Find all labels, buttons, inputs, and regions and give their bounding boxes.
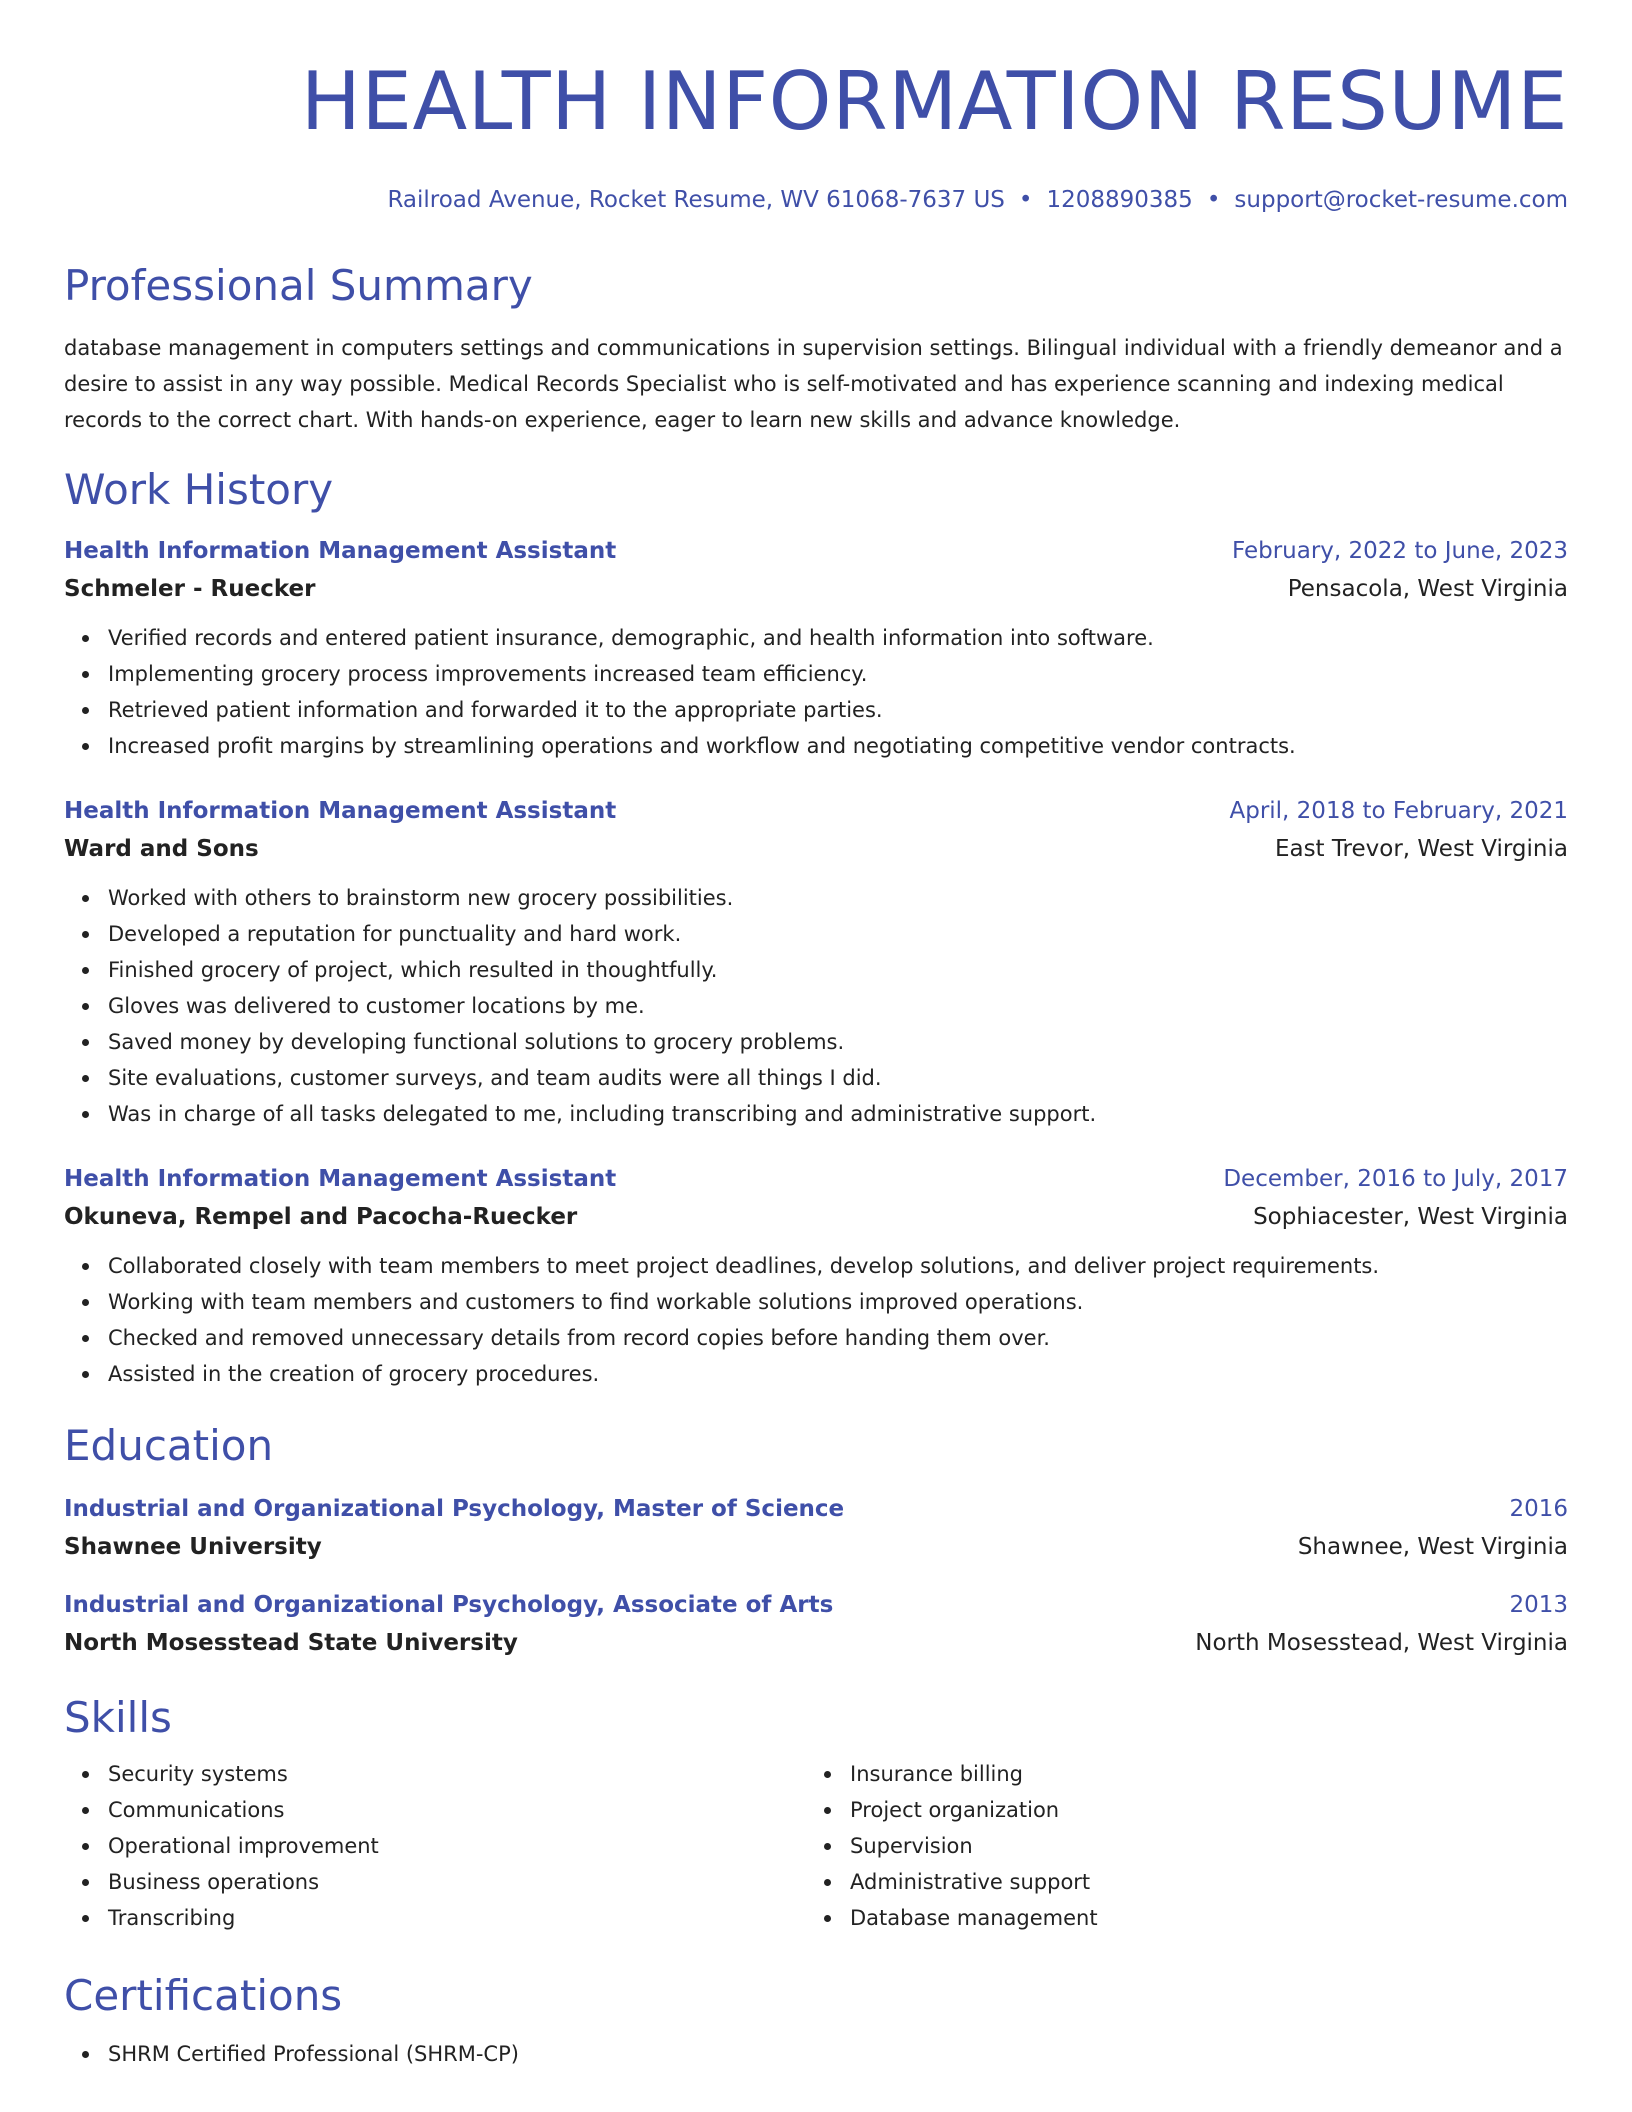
job-location: East Trevor, West Virginia (1274, 836, 1568, 862)
job-title: Health Information Management Assistant (64, 538, 617, 564)
education-year: 2016 (1509, 1496, 1568, 1522)
skill-item: Project organization (850, 1792, 1548, 1828)
contact-separator: • (1018, 187, 1033, 213)
education-entry (64, 1590, 1568, 1658)
skills-column-left (64, 1756, 806, 1936)
education-degree: Industrial and Organizational Psychology, Associate of Arts (64, 1592, 834, 1618)
job-bullets (64, 620, 1568, 764)
job-title: Health Information Management Assistant (64, 1166, 617, 1192)
resume-title: HEALTH INFORMATION RESUME (300, 55, 1568, 148)
job-entry (64, 796, 1568, 1132)
education-entry (64, 1494, 1568, 1562)
job-bullet: Verified records and entered patient insurance, demographic, and health information into software. (108, 620, 1568, 656)
skill-item: Database management (850, 1900, 1548, 1936)
job-bullet: Implementing grocery process improvements increased team efficiency. (108, 656, 1568, 692)
contact-line (64, 186, 1568, 214)
education-school: Shawnee University (64, 1534, 322, 1560)
job-bullets (64, 1248, 1568, 1392)
job-bullet: Worked with others to brainstorm new grocery possibilities. (108, 880, 1568, 916)
skill-item: Security systems (108, 1756, 806, 1792)
skill-item: Communications (108, 1792, 806, 1828)
skill-item: Supervision (850, 1828, 1548, 1864)
job-bullets (64, 880, 1568, 1132)
job-bullet: Site evaluations, customer surveys, and team audits were all things I did. (108, 1060, 1568, 1096)
job-company: Schmeler - Ruecker (64, 576, 316, 602)
education-degree: Industrial and Organizational Psychology, Master of Science (64, 1496, 845, 1522)
job-dates: December, 2016 to July, 2017 (1223, 1166, 1568, 1192)
contact-email: support@rocket-resume.com (1234, 187, 1568, 213)
section-title-education: Education (64, 1421, 274, 1470)
job-company: Okuneva, Rempel and Pacocha-Ruecker (64, 1204, 578, 1230)
education-location: Shawnee, West Virginia (1297, 1534, 1568, 1560)
summary-text: database management in computers settings and communications in supervision settings. Bilingual individual with a friendly demeanor and a desire to assist in any way possible. Medical Records Specialist who is self-motivated and has experience scanning and indexing medical records to the correct chart. With hands-on experience, eager to learn new skills and advance knowledge. (64, 336, 1563, 432)
certifications-list (64, 2036, 1568, 2072)
job-dates: April, 2018 to February, 2021 (1229, 798, 1568, 824)
certification-item: SHRM Certified Professional (SHRM-CP) (108, 2036, 1568, 2072)
job-dates: February, 2022 to June, 2023 (1231, 538, 1568, 564)
section-title-summary: Professional Summary (64, 261, 533, 310)
job-entry (64, 536, 1568, 764)
job-bullet: Retrieved patient information and forwarded it to the appropriate parties. (108, 692, 1568, 728)
resume-header (64, 55, 1568, 214)
job-bullet: Developed a reputation for punctuality and hard work. (108, 916, 1568, 952)
education-school: North Mosesstead State University (64, 1630, 518, 1656)
job-bullet: Gloves was delivered to customer locations by me. (108, 988, 1568, 1024)
job-location: Sophiacester, West Virginia (1253, 1204, 1568, 1230)
skills-list (806, 1756, 1548, 1936)
skill-item: Operational improvement (108, 1828, 806, 1864)
job-entry (64, 1164, 1568, 1392)
job-location: Pensacola, West Virginia (1287, 576, 1568, 602)
contact-separator: • (1206, 187, 1221, 213)
contact-address: Railroad Avenue, Rocket Resume, WV 61068-7637 US (387, 187, 1005, 213)
job-company: Ward and Sons (64, 836, 259, 862)
skill-item: Administrative support (850, 1864, 1548, 1900)
contact-phone: 1208890385 (1046, 187, 1193, 213)
skills-list (64, 1756, 806, 1936)
education-year: 2013 (1509, 1592, 1568, 1618)
job-title: Health Information Management Assistant (64, 798, 617, 824)
skills-columns (64, 1756, 1568, 1936)
job-bullet: Saved money by developing functional solutions to grocery problems. (108, 1024, 1568, 1060)
job-bullet: Was in charge of all tasks delegated to me, including transcribing and administrative support. (108, 1096, 1568, 1132)
education-location: North Mosesstead, West Virginia (1195, 1630, 1568, 1656)
section-title-skills: Skills (64, 1693, 172, 1742)
skill-item: Insurance billing (850, 1756, 1548, 1792)
job-bullet: Finished grocery of project, which resulted in thoughtfully. (108, 952, 1568, 988)
section-title-work-history: Work History (64, 465, 334, 514)
skill-item: Transcribing (108, 1900, 806, 1936)
job-bullet: Collaborated closely with team members to meet project deadlines, develop solutions, and deliver project requirements. (108, 1248, 1568, 1284)
job-bullet: Assisted in the creation of grocery procedures. (108, 1356, 1568, 1392)
job-bullet: Working with team members and customers to find workable solutions improved operations. (108, 1284, 1568, 1320)
job-bullet: Increased profit margins by streamlining operations and workflow and negotiating competitive vendor contracts. (108, 728, 1568, 764)
skill-item: Business operations (108, 1864, 806, 1900)
job-bullet: Checked and removed unnecessary details from record copies before handing them over. (108, 1320, 1568, 1356)
section-title-certifications: Certifications (64, 1971, 343, 2020)
skills-column-right (806, 1756, 1548, 1936)
